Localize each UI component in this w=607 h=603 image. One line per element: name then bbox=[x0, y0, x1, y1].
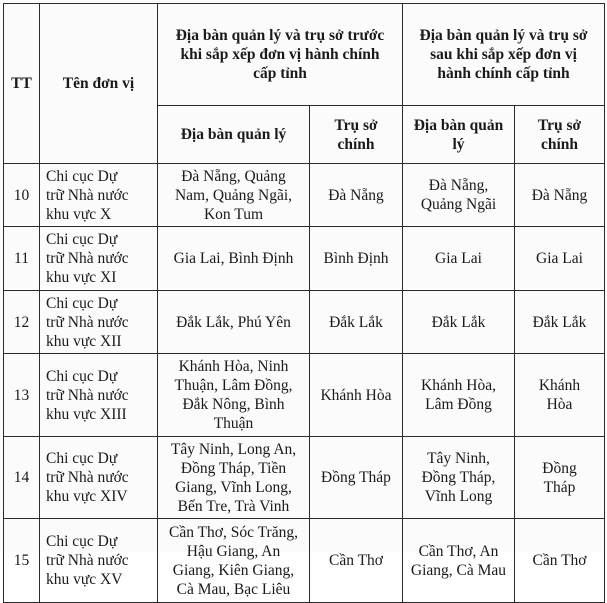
table-row bbox=[4, 519, 605, 603]
cell-before-hq: Đồng Tháp bbox=[310, 437, 403, 519]
header-after-area: Địa bàn quản lý bbox=[403, 106, 515, 164]
header-row-1 bbox=[4, 4, 605, 106]
cell-unit: Chi cục Dự trữ Nhà nước khu vực XV bbox=[40, 519, 158, 603]
cell-before-area: Đắk Lắk, Phú Yên bbox=[158, 291, 310, 354]
cell-before-area: Đà Nẵng, Quảng Nam, Quảng Ngãi, Kon Tum bbox=[158, 164, 310, 227]
cell-unit: Chi cục Dự trữ Nhà nước khu vực XIV bbox=[40, 437, 158, 519]
cell-before-area: Khánh Hòa, Ninh Thuận, Lâm Đồng, Đắk Nông, Bình Thuận bbox=[158, 354, 310, 437]
header-after-hq: Trụ sở chính bbox=[515, 106, 605, 164]
cell-before-hq: Đà Nẵng bbox=[310, 164, 403, 227]
cell-after-hq: Gia Lai bbox=[515, 227, 605, 291]
cell-tt: 13 bbox=[4, 354, 40, 437]
cell-after-hq: Đà Nẵng bbox=[515, 164, 605, 227]
cell-after-hq: Cần Thơ bbox=[515, 519, 605, 603]
cell-before-hq: Bình Định bbox=[310, 227, 403, 291]
cell-tt: 10 bbox=[4, 164, 40, 227]
cell-after-hq: Khánh Hòa bbox=[515, 354, 605, 437]
cell-after-area: Khánh Hòa, Lâm Đồng bbox=[403, 354, 515, 437]
header-unit-name: Tên đơn vị bbox=[40, 4, 158, 164]
cell-unit: Chi cục Dự trữ Nhà nước khu vực X bbox=[40, 164, 158, 227]
cell-unit: Chi cục Dự trữ Nhà nước khu vực XIII bbox=[40, 354, 158, 437]
cell-before-area: Cần Thơ, Sóc Trăng, Hậu Giang, An Giang, Kiên Giang, Cà Mau, Bạc Liêu bbox=[158, 519, 310, 603]
cell-before-area: Tây Ninh, Long An, Đồng Tháp, Tiền Giang, Vĩnh Long, Bến Tre, Trà Vinh bbox=[158, 437, 310, 519]
cell-before-hq: Cần Thơ bbox=[310, 519, 403, 603]
header-before-group: Địa bàn quản lý và trụ sở trước khi sắp xếp đơn vị hành chính cấp tỉnh bbox=[158, 4, 403, 106]
table-row bbox=[4, 291, 605, 354]
cell-after-area: Gia Lai bbox=[403, 227, 515, 291]
cell-before-area: Gia Lai, Bình Định bbox=[158, 227, 310, 291]
cell-after-hq: Đồng Tháp bbox=[515, 437, 605, 519]
header-before-area: Địa bàn quản lý bbox=[158, 106, 310, 164]
header-after-group: Địa bàn quản lý và trụ sở sau khi sắp xếp đơn vị hành chính cấp tỉnh bbox=[403, 4, 605, 106]
table-row bbox=[4, 437, 605, 519]
cell-unit: Chi cục Dự trữ Nhà nước khu vực XI bbox=[40, 227, 158, 291]
header-before-hq: Trụ sở chính bbox=[310, 106, 403, 164]
cell-after-area: Đà Nẵng, Quảng Ngãi bbox=[403, 164, 515, 227]
cell-tt: 11 bbox=[4, 227, 40, 291]
cell-after-area: Tây Ninh, Đồng Tháp, Vĩnh Long bbox=[403, 437, 515, 519]
table-row bbox=[4, 227, 605, 291]
cell-tt: 12 bbox=[4, 291, 40, 354]
cell-before-hq: Khánh Hòa bbox=[310, 354, 403, 437]
cell-tt: 15 bbox=[4, 519, 40, 603]
admin-units-table bbox=[3, 3, 605, 603]
cell-before-hq: Đắk Lắk bbox=[310, 291, 403, 354]
header-tt: TT bbox=[4, 4, 40, 164]
cell-tt: 14 bbox=[4, 437, 40, 519]
table-row bbox=[4, 354, 605, 437]
table-row bbox=[4, 164, 605, 227]
cell-after-area: Cần Thơ, An Giang, Cà Mau bbox=[403, 519, 515, 603]
cell-after-hq: Đắk Lắk bbox=[515, 291, 605, 354]
cell-unit: Chi cục Dự trữ Nhà nước khu vực XII bbox=[40, 291, 158, 354]
cell-after-area: Đắk Lắk bbox=[403, 291, 515, 354]
